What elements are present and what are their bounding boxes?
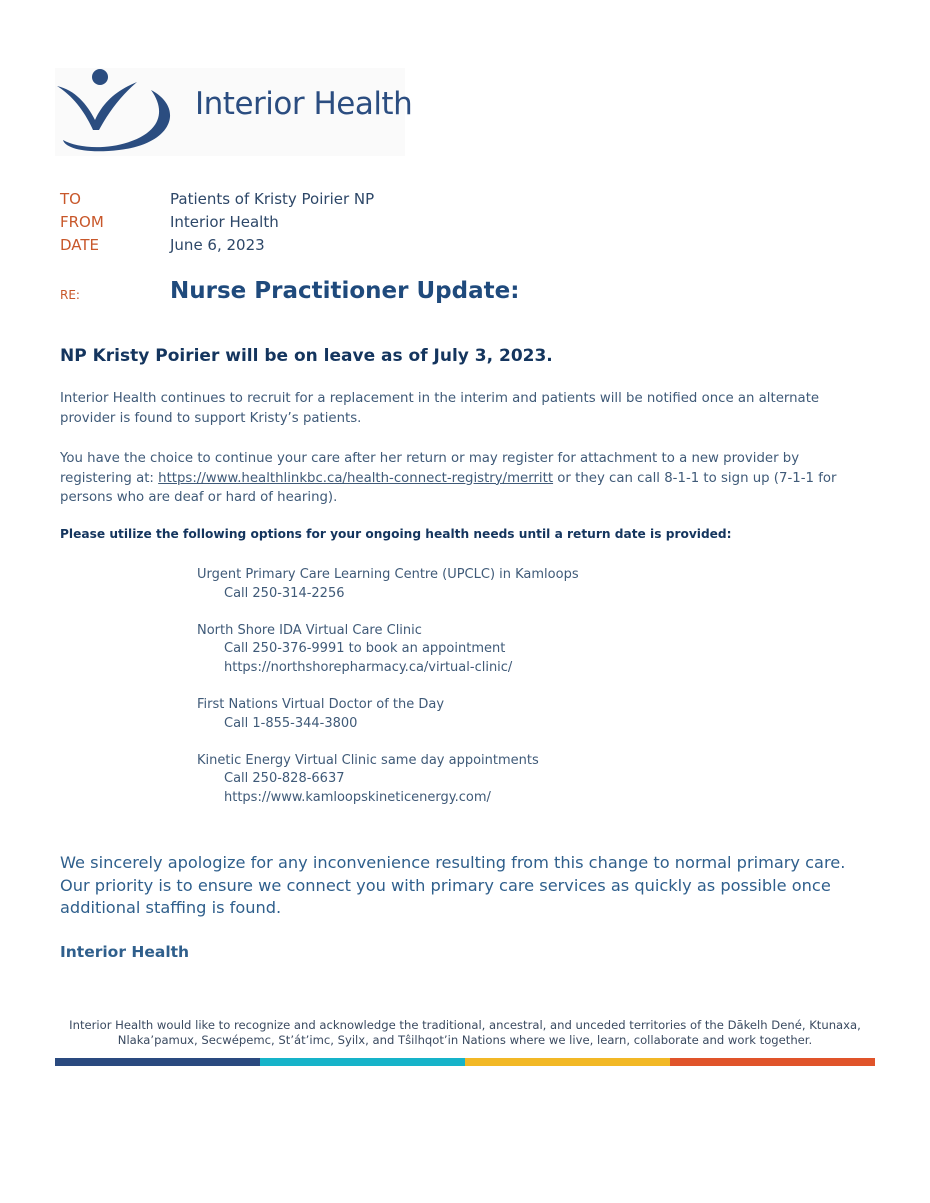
option-upclc-phone: Call 250-314-2256 (224, 586, 345, 601)
option-kinetic-url[interactable]: https://www.kamloopskineticenergy.com/ (224, 790, 491, 805)
option-kinetic-name: Kinetic Energy Virtual Clinic same day appointments (197, 753, 539, 768)
registry-link[interactable]: https://www.healthlinkbc.ca/health-connect-registry/merritt (158, 470, 554, 486)
from-label: FROM (60, 213, 104, 231)
footer-bar-orange (670, 1058, 875, 1066)
option-northshore-phone: Call 250-376-9991 to book an appointment (224, 641, 506, 656)
option-firstnations-phone: Call 1-855-344-3800 (224, 716, 358, 731)
to-value: Patients of Kristy Poirier NP (170, 190, 375, 208)
signature: Interior Health (60, 943, 190, 961)
option-northshore-name: North Shore IDA Virtual Care Clinic (197, 623, 422, 638)
footer-bar-navy (55, 1058, 260, 1066)
headline: NP Kristy Poirier will be on leave as of July 3, 2023. (60, 346, 553, 366)
re-label: RE: (60, 288, 80, 302)
logo (55, 68, 413, 156)
logo-text: Interior Health (195, 86, 413, 122)
paragraph-recruit: Interior Health continues to recruit for a replacement in the interim and patients will be notified once an alternate provider is found to support Kristy’s patients. (60, 391, 820, 426)
registry-text-before: You have the choice to continue your care after her return or may register for attachment to a new provider by registering at: (60, 451, 800, 486)
footer-bar-yellow (465, 1058, 670, 1066)
subject-title: Nurse Practitioner Update: (170, 278, 520, 304)
option-firstnations-name: First Nations Virtual Doctor of the Day (197, 697, 445, 712)
option-northshore-url[interactable]: https://northshorepharmacy.ca/virtual-clinic/ (224, 660, 513, 675)
paragraph-registry (60, 449, 860, 508)
footer-bar-teal (260, 1058, 465, 1066)
option-upclc-name: Urgent Primary Care Learning Centre (UPCLC) in Kamloops (197, 567, 579, 582)
date-label: DATE (60, 236, 100, 254)
logo-figure-icon (55, 68, 195, 156)
to-label: TO (60, 190, 81, 208)
options-heading: Please utilize the following options for your ongoing health needs until a return date is provided: (60, 527, 732, 541)
apology-paragraph: We sincerely apologize for any inconvenience resulting from this change to normal primary care. Our priority is to ensure we connect you with primary care services as quickly as possible once additional staffing is found. (60, 853, 846, 917)
registry-text-after: or they can call 8-1-1 to sign up (7-1-1 for persons who are deaf or hard of hearing). (60, 470, 837, 505)
from-value: Interior Health (170, 213, 279, 231)
land-acknowledgement: Interior Health would like to recognize and acknowledge the traditional, ancestral, and unceded territories of the Dākelh Dené, Ktunaxa, Nlaka’pamux, Secwépemc, St’át’imc, Syilx, and Tŝilhqot’in Nations where we live, learn, collaborate and work together. (69, 1018, 861, 1047)
date-value: June 6, 2023 (170, 236, 265, 254)
option-kinetic-phone: Call 250-828-6637 (224, 771, 345, 786)
